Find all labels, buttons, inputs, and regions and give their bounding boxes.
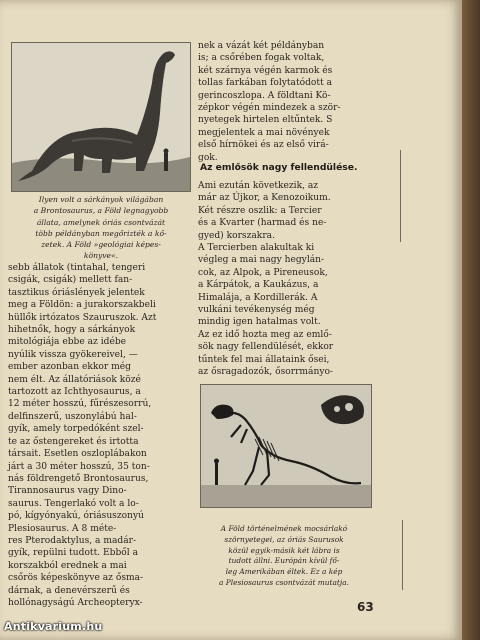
left-column-text	[8, 262, 190, 609]
right-column-top-text	[198, 40, 368, 164]
text-line: gerincoszlopa. A földtani Kö-	[198, 90, 331, 101]
text-line: sebb állatok (tintahal, tengeri	[8, 263, 146, 273]
text-line: ember azonban ekkor még	[8, 362, 131, 373]
skeleton-illustration	[201, 385, 371, 507]
text-line: tasztikus óriáslények jelentek	[8, 287, 145, 298]
caption-line: közül egyik-másik két lábra is	[228, 545, 340, 555]
pencil-margin-mark	[402, 520, 403, 590]
text-line: tollas farkában folytatódott a	[198, 78, 332, 89]
text-line: pó, kígyónyakú, óriásuszonyú	[8, 511, 144, 522]
watermark: Antikvarium.hu	[4, 620, 103, 633]
text-line: korszakból erednek a mai	[8, 560, 127, 571]
caption-line: állata, amelynek óriás csontvázát	[36, 217, 166, 227]
caption-line: könyve«.	[83, 251, 119, 261]
text-line: nás földrengető Brontosaurus,	[8, 473, 149, 484]
text-line: végleg a mai nagy hegylán-	[198, 255, 325, 266]
text-line: Két részre oszlik: a Tercier	[198, 205, 322, 216]
text-line: Himalája, a Kordillerák. A	[198, 292, 318, 303]
text-line: első hírnökei és az első virá-	[198, 140, 329, 151]
text-line: hüllők irtózatos Szauruszok. Azt	[8, 312, 157, 323]
text-line: gyed) korszakra.	[198, 230, 275, 241]
brontosaurus-photo	[11, 42, 191, 192]
caption-line: Ilyen volt a sárkányok világában	[38, 195, 164, 204]
caption-line: a Brontosaurus, a Föld legnagyobb	[33, 206, 169, 216]
page-edge	[462, 0, 480, 640]
text-line: csigák, csigák) mellett fan-	[8, 275, 133, 286]
text-line: gyík, repülni tudott. Ebből a	[8, 548, 139, 559]
text-line: A Tercierben alakultak ki	[198, 243, 315, 254]
page-number: 63	[357, 600, 374, 614]
text-line: dárnak, a denevérszerű és	[8, 585, 130, 596]
text-line: te az őstengereket és irtotta	[8, 436, 139, 447]
text-line: nem élt. Az állatóriások közé	[8, 374, 141, 385]
text-line: gyík, amely torpedóként szel-	[8, 424, 144, 435]
caption-line: a Plesiosaurus csontvázát mutatja.	[219, 577, 349, 587]
text-line: Plesiosaurus. A 8 méte-	[8, 523, 117, 534]
text-line: hollónagyságú Archeopteryx-	[8, 597, 143, 608]
text-line: megjelentek a mai növények	[198, 127, 330, 138]
text-line: Ami ezután következik, az	[198, 181, 319, 191]
text-line: az ősragadozók, ősorrmányo-	[198, 367, 334, 378]
text-line: nek a vázát két példányban	[198, 41, 325, 51]
caption-line: szörnyetegei, az óriás Saurusok	[224, 534, 344, 544]
text-line: is; a csőrében fogak voltak,	[198, 53, 325, 64]
text-line: járt a 30 méter hosszú, 35 ton-	[8, 461, 150, 472]
text-line: res Pterodaktylus, a madár-	[8, 535, 137, 546]
text-line: mindig igen hatalmas volt.	[198, 317, 321, 328]
text-line: és a Kvarter (harmad és ne-	[198, 218, 327, 229]
text-line: delfinszerű, uszonylábú hal-	[8, 411, 137, 422]
text-line: gok.	[198, 152, 218, 163]
text-line: két szárnya végén karmok és	[198, 65, 333, 76]
text-line: hihetnők, hogy a sárkányok	[8, 325, 136, 336]
caption-line: tudott állni. Európán kívül fő-	[228, 556, 340, 566]
text-line: saurus. Tengerlakó volt a lo-	[8, 498, 139, 509]
text-line: Tirannosaurus vagy Dino-	[8, 486, 127, 497]
text-line: a Kárpátok, a Kaukázus, a	[198, 280, 319, 291]
text-line: 12 méter hosszú, fűrészesorrú,	[8, 399, 152, 410]
text-line: társait. Esetlen oszloplábakon	[8, 449, 147, 460]
text-line: csőrös képeskönyve az ősma-	[8, 573, 144, 584]
text-line: zépkor végén mindezek a ször-	[198, 103, 341, 114]
section-heading: Az emlősök nagy fellendülése.	[200, 162, 358, 173]
brontosaurus-illustration	[12, 43, 190, 191]
text-line: Az ez idő hozta meg az emlő-	[198, 329, 332, 340]
text-line: tartozott az Ichthyosaurus, a	[8, 387, 141, 398]
text-line: nyetegek hirtelen eltűntek. S	[198, 115, 333, 126]
pencil-margin-mark	[400, 150, 401, 242]
text-line: nyúlik vissza gyökereivel, —	[8, 349, 138, 360]
text-line: sök nagy fellendülését, ekkor	[198, 342, 334, 353]
caption-line: leg Amerikában éltek. Ez a kép	[225, 567, 343, 577]
text-line: már az Újkor, a Kenozoikum.	[198, 193, 331, 204]
caption-line: A Föld történelmének mocsárlakó	[220, 524, 348, 533]
right-column-middle-text	[198, 180, 368, 379]
text-line: tűntek fel mai állataink ősei,	[198, 354, 330, 365]
text-line: mitológiája ebbe az idébe	[8, 337, 127, 348]
text-line: vulkáni tevékenység még	[198, 305, 315, 316]
text-line: cok, az Alpok, a Pireneusok,	[198, 267, 328, 278]
skeleton-photo	[200, 384, 372, 508]
skeleton-caption	[196, 524, 372, 589]
text-line: meg a Földön: a jurakorszakbeli	[8, 300, 156, 311]
caption-line: zetek. A Föld »geológiai képes-	[41, 240, 161, 250]
brontosaurus-caption	[8, 194, 194, 262]
caption-line: több példányban megőrizték a kő-	[35, 228, 167, 238]
